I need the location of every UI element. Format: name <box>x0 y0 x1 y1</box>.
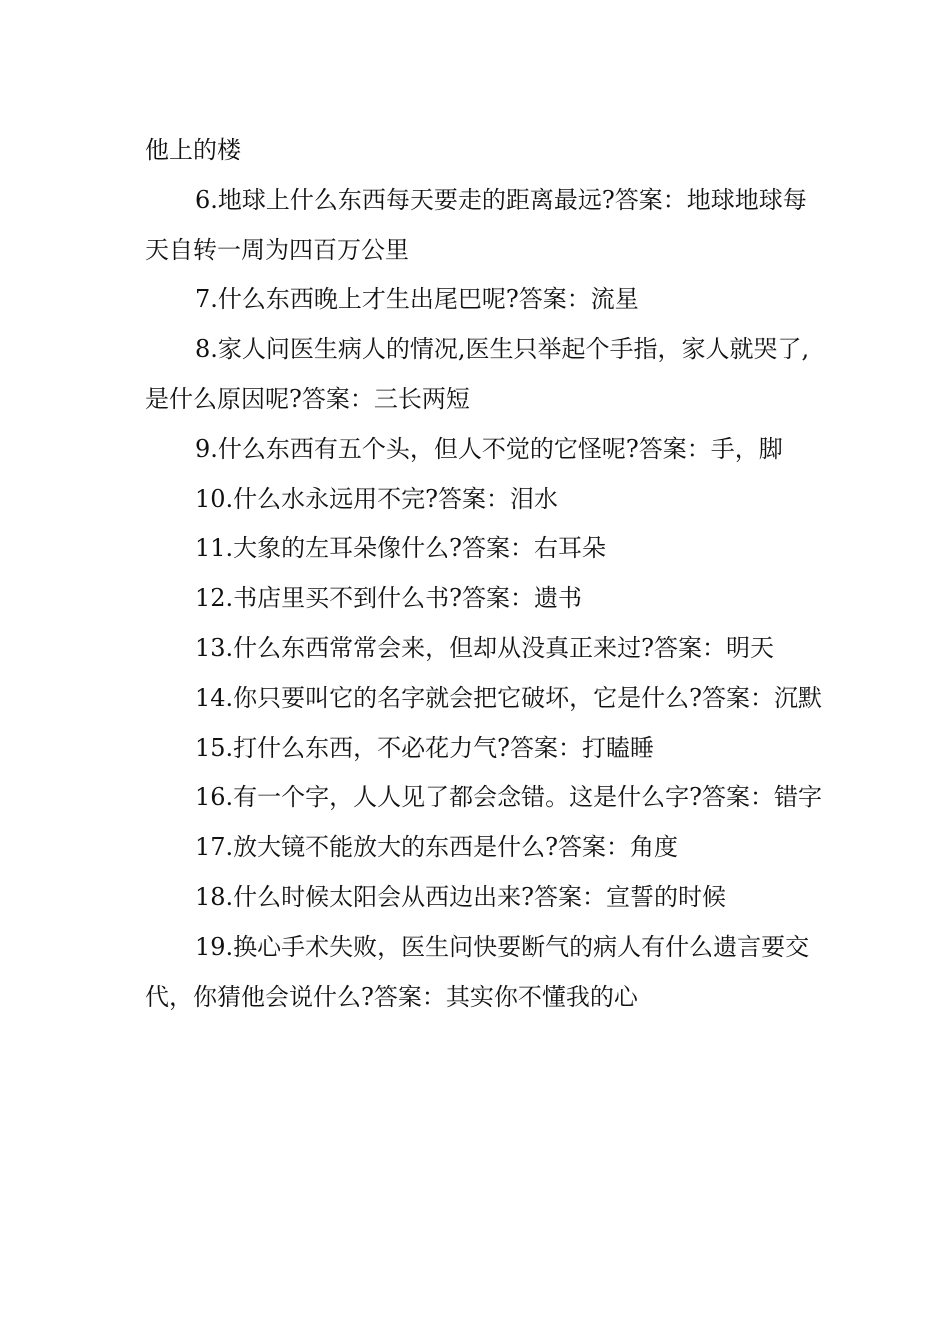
riddle-7: 7.什么东西晚上才生出尾巴呢?答案：流星 <box>195 285 639 314</box>
riddle-14: 14.你只要叫它的名字就会把它破坏，它是什么?答案：沉默 <box>195 683 823 712</box>
riddle-8: 8.家人问医生病人的情况,医生只举起个手指，家人就哭了,是什么原因呢?答案：三长两短 <box>145 335 810 413</box>
riddle-10: 10.什么水永远用不完?答案：泪水 <box>195 484 559 513</box>
riddle-16: 16.有一个字，人人见了都会念错。这是什么字?答案：错字 <box>195 783 823 812</box>
riddle-19: 19.换心手术失败，医生问快要断气的病人有什么遗言要交代，你猜他会说什么?答案：其实你不懂我的心 <box>145 932 810 1011</box>
paragraph-continuation: 他上的楼 <box>145 136 241 164</box>
riddle-18: 18.什么时候太阳会从西边出来?答案：宣誓的时候 <box>195 882 727 911</box>
riddle-11: 11.大象的左耳朵像什么?答案：右耳朵 <box>195 534 607 563</box>
riddle-9: 9.什么东西有五个头，但人不觉的它怪呢?答案：手，脚 <box>195 434 783 463</box>
document-body <box>145 126 825 1022</box>
riddle-6: 6.地球上什么东西每天要走的距离最远?答案：地球地球每天自转一周为四百万公里 <box>145 185 807 264</box>
riddle-12: 12.书店里买不到什么书?答案：遗书 <box>195 584 583 613</box>
riddle-13: 13.什么东西常常会来，但却从没真正来过?答案：明天 <box>195 633 775 662</box>
riddle-15: 15.打什么东西，不必花力气?答案：打瞌睡 <box>195 733 655 762</box>
riddle-17: 17.放大镜不能放大的东西是什么?答案：角度 <box>195 833 679 862</box>
